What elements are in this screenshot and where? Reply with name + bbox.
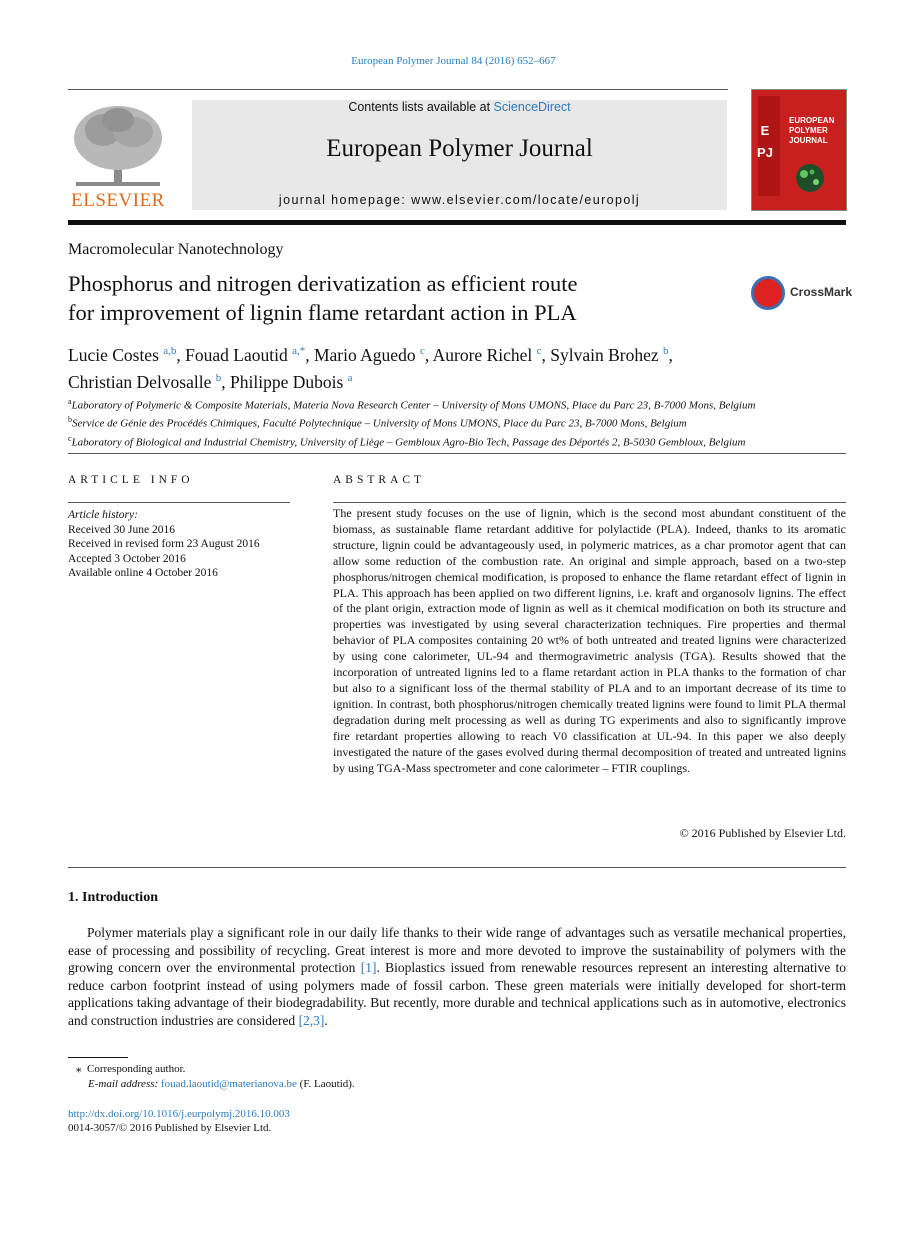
article-info-rule xyxy=(68,502,290,503)
affiliation-label: a xyxy=(68,397,72,406)
email-label: E-mail address: xyxy=(88,1078,159,1090)
affiliation-label: c xyxy=(68,433,72,443)
footnote-rule xyxy=(68,1057,128,1058)
contents-line xyxy=(192,100,727,114)
title-line: for improvement of lignin flame retardant action in PLA xyxy=(68,300,577,325)
cover-title-line: JOURNAL xyxy=(789,136,828,145)
author-separator: , xyxy=(424,344,433,365)
author-separator: , xyxy=(541,344,551,365)
doi-link[interactable]: http://dx.doi.org/10.1016/j.eurpolymj.2016.10.003 xyxy=(68,1108,290,1120)
footnote-mark: ⁎ xyxy=(76,1063,82,1075)
reference-link[interactable]: [2,3] xyxy=(298,1012,325,1028)
author-name[interactable]: Philippe Dubois xyxy=(230,371,344,392)
author-list xyxy=(68,340,828,394)
affiliation-list xyxy=(68,395,858,450)
author-separator: , xyxy=(668,344,673,365)
author-name[interactable]: Fouad Laoutid xyxy=(185,344,288,365)
elsevier-wordmark: ELSEVIER xyxy=(71,190,165,211)
author-separator: , xyxy=(305,344,314,365)
section-heading: 1. Introduction xyxy=(68,890,158,905)
issn-line: 0014-3057/© 2016 Published by Elsevier Ltd. xyxy=(68,1122,272,1134)
author-name[interactable]: Mario Aguedo xyxy=(313,344,416,365)
history-accepted: Accepted 3 October 2016 xyxy=(68,552,186,565)
author-separator: , xyxy=(221,371,231,392)
affiliation-label: b xyxy=(68,415,72,425)
affiliation-item xyxy=(68,395,858,413)
email-link[interactable]: fouad.laoutid@materianova.be xyxy=(160,1078,297,1090)
author-affiliation[interactable]: a xyxy=(347,371,353,384)
author-affiliation[interactable]: b xyxy=(663,345,669,357)
section-divider xyxy=(68,453,846,454)
cover-title xyxy=(789,116,845,146)
history-label: Article history: xyxy=(68,509,138,521)
author-name[interactable]: Christian Delvosalle xyxy=(68,371,212,392)
crossmark-label[interactable]: CrossMark xyxy=(790,285,853,299)
author-affiliation[interactable]: b xyxy=(215,371,222,384)
cover-title-line: EUROPEAN xyxy=(789,116,835,125)
affiliation-text: Laboratory of Polymeric & Composite Materials, Materia Nova Research Center – University of Mons UMONS, Place du Parc 23, B-7000 Mons, Belgium xyxy=(71,399,756,412)
intro-text: . Bioplastics issued from renewable resources represent an interesting alternative to reduce carbon footprint instead of using polymers made of fossil carbon. These green materials were initially developed for short-term applications taking advantage of their biodegradability. But recently, more durable and technical applications such as in automotive, electronics and construction industries are considered xyxy=(68,960,846,1028)
sciencedirect-link[interactable]: ScienceDirect xyxy=(493,100,571,114)
intro-text: Polymer materials play a significant role in our daily life thanks to their wide range of advantages such as versatile mechanical properties, ease of processing and possibility of recycling. Great interest is more and more devoted to improve the sustainability of polymers with the growing concern over the environmental protection xyxy=(68,925,846,975)
journal-citation-link[interactable]: European Polymer Journal 84 (2016) 652–667 xyxy=(351,55,556,67)
author-affiliation[interactable]: a,b xyxy=(163,345,177,357)
author-name[interactable]: Aurore Richel xyxy=(432,344,533,365)
corresponding-footnote xyxy=(76,1062,185,1075)
email-owner: (F. Laoutid). xyxy=(299,1078,355,1090)
affiliation-item xyxy=(68,432,858,450)
reference-link[interactable]: [1] xyxy=(360,960,377,975)
author-affiliation[interactable]: c xyxy=(536,345,542,357)
author-separator: , xyxy=(176,344,186,365)
email-footnote xyxy=(88,1078,355,1090)
affiliation-text: Service de Génie des Procédés Chimiques, Faculté Polytechnique – University of Mons UMONS, Place du Parc 23, B-7000 Mons, Belgium xyxy=(72,417,687,430)
abstract-heading: ABSTRACT xyxy=(333,474,426,486)
article-title xyxy=(68,269,708,327)
article-history xyxy=(68,508,298,581)
crossmark-icon[interactable] xyxy=(751,276,785,310)
journal-name: European Polymer Journal xyxy=(326,135,593,162)
section-type: Macromolecular Nanotechnology xyxy=(68,241,284,258)
abstract-copyright: © 2016 Published by Elsevier Ltd. xyxy=(679,826,846,840)
cover-title-line: POLYMER xyxy=(789,126,828,135)
header-bottom-rule xyxy=(68,220,846,225)
author-affiliation[interactable]: c xyxy=(419,345,425,357)
contents-prefix: Contents lists available at xyxy=(348,100,494,114)
author-name[interactable]: Lucie Costes xyxy=(68,344,159,365)
intro-paragraph xyxy=(68,924,846,1029)
title-line: Phosphorus and nitrogen derivatization as efficient route xyxy=(68,271,578,296)
cover-initials: EPJ xyxy=(757,123,773,160)
history-online: Available online 4 October 2016 xyxy=(68,567,218,579)
affiliation-text: Laboratory of Biological and Industrial Chemistry, University of Liège – Gembloux Agro-Bio Tech, Passage des Déportés 2, B-5030 Gembloux, Belgium xyxy=(71,436,746,449)
corresponding-label: Corresponding author. xyxy=(87,1063,186,1075)
journal-homepage[interactable]: journal homepage: www.elsevier.com/locate/europolj xyxy=(278,193,641,207)
history-received: Received 30 June 2016 xyxy=(68,523,175,536)
author-name[interactable]: Sylvain Brohez xyxy=(550,344,659,365)
intro-text: . xyxy=(324,1012,328,1028)
author-affiliation[interactable]: a,* xyxy=(292,345,306,357)
header-top-rule xyxy=(68,89,728,90)
history-revised: Received in revised form 23 August 2016 xyxy=(68,538,260,550)
article-info-heading: ARTICLE INFO xyxy=(68,474,194,486)
abstract-bottom-rule xyxy=(68,867,846,868)
abstract-text: The present study focuses on the use of lignin, which is the second most abundant constituent of the biomass, as sustainable flame retardant additive for polylactide (PLA). Indeed, thanks to its aromatic structure, lignin could be advantageously used, in polymeric matrices, as a char promotor agent that can allow some reduction of the combustion rate. An original and simple approach, based on a two-step phosphorus/nitrogen chemical modification, is proposed to enhance the flame retardant effect of lignin in PLA. This approach has been applied on two different lignins, i.e. kraft and organosolv lignins. The effect of the plant origin, extraction mode of lignin as well as it chemical modification on both its structure and properties was investigated by using several characterization techniques. Fire properties and thermal behavior of PLA composites containing 20 wt% of both untreated and treated lignins were characterized by using cone calorimeter, UL-94 and thermogravimetric analysis (TGA). Results showed that the incorporation of untreated lignins led to a flame retardant action in PLA thanks to the formation of char but also to a significant loss of the thermal stability of PLA and to an important decrease of its time to ignition. In contrast, both phosphorus/nitrogen chemically treated lignins were found to limit PLA thermal degradation during melt processing as well as during TG experiments and also to significantly improve fire retardant properties allowing to reach V0 classification at UL-94. In this paper we also deeply investigated the nature of the gases evolved during thermal decomposition of treated and untreated lignins by using TGA-Mass spectrometer and cone calorimeter – FTIR couplings. xyxy=(333,506,846,775)
abstract-rule xyxy=(333,502,846,503)
affiliation-item xyxy=(68,413,858,431)
